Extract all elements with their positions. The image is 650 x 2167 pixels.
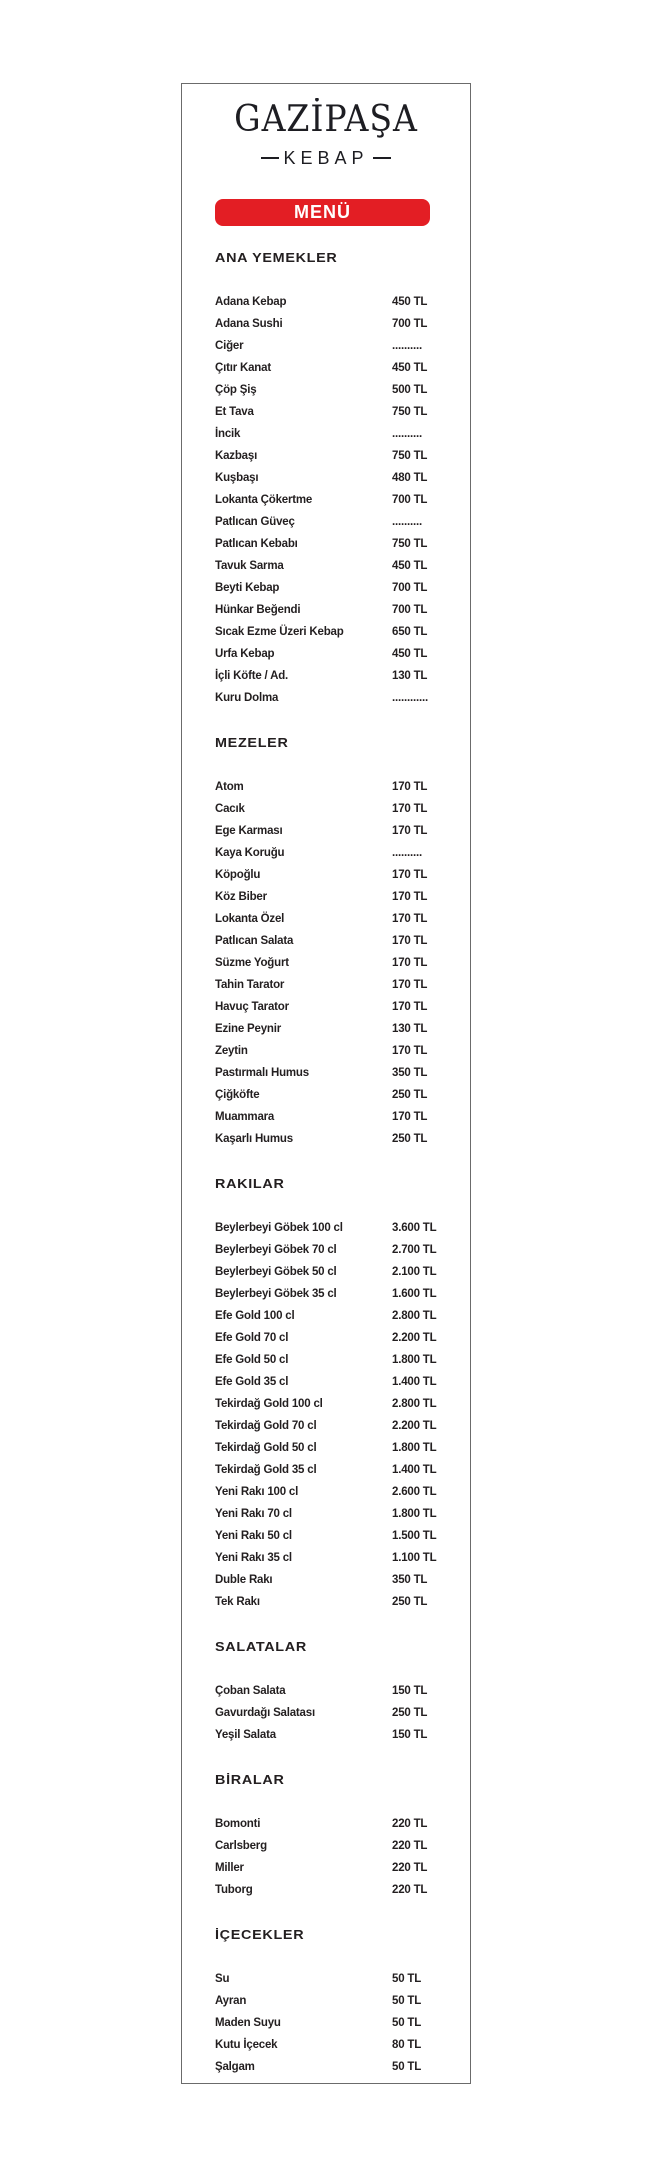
menu-item	[215, 379, 465, 401]
menu-item	[215, 1481, 465, 1503]
item-price: 700 TL	[392, 582, 428, 594]
item-price: 50 TL	[392, 1973, 422, 1985]
section-heading: İÇECEKLER	[215, 1928, 305, 1942]
menu-item	[215, 2012, 465, 2034]
item-name: Su	[215, 1973, 230, 1985]
item-name: Çöp Şiş	[215, 384, 257, 396]
item-price: 130 TL	[392, 1023, 428, 1035]
menu-item	[215, 599, 465, 621]
item-name: Tavuk Sarma	[215, 560, 284, 572]
menu-item	[215, 1702, 465, 1724]
item-price: 130 TL	[392, 670, 428, 682]
menu-item	[215, 952, 465, 974]
menu-item	[215, 1813, 465, 1835]
menu-item	[215, 1591, 465, 1613]
menu-item	[215, 886, 465, 908]
menu-item	[215, 1128, 465, 1150]
item-price: 170 TL	[392, 803, 428, 815]
item-price: 450 TL	[392, 296, 428, 308]
item-name: Kazbaşı	[215, 450, 258, 462]
item-name: Çıtır Kanat	[215, 362, 271, 374]
menu-item	[215, 621, 465, 643]
item-price: ..........	[392, 847, 422, 859]
logo-dash-right	[373, 157, 391, 159]
item-name: Tekirdağ Gold 50 cl	[215, 1442, 317, 1454]
item-price: 250 TL	[392, 1133, 428, 1145]
menu-item	[215, 908, 465, 930]
item-price: 2.600 TL	[392, 1486, 437, 1498]
item-price: 170 TL	[392, 913, 428, 925]
item-price: 1.100 TL	[392, 1552, 437, 1564]
item-price: 1.600 TL	[392, 1288, 437, 1300]
item-name: Şalgam	[215, 2061, 255, 2073]
menu-item	[215, 467, 465, 489]
menu-item	[215, 335, 465, 357]
menu-item	[215, 1018, 465, 1040]
item-name: Çiğköfte	[215, 1089, 260, 1101]
item-price: 700 TL	[392, 318, 428, 330]
item-name: Yeni Rakı 50 cl	[215, 1530, 292, 1542]
item-name: Pastırmalı Humus	[215, 1067, 309, 1079]
item-price: 170 TL	[392, 781, 428, 793]
restaurant-logo	[182, 100, 470, 168]
menu-item	[215, 1879, 465, 1901]
item-price: 170 TL	[392, 891, 428, 903]
item-name: Adana Sushi	[215, 318, 283, 330]
item-name: Köz Biber	[215, 891, 267, 903]
item-name: Adana Kebap	[215, 296, 287, 308]
item-name: Tekirdağ Gold 35 cl	[215, 1464, 317, 1476]
menu-title-banner: MENÜ	[215, 199, 430, 226]
menu-item	[215, 401, 465, 423]
item-price: 1.800 TL	[392, 1508, 437, 1520]
item-name: Gavurdağı Salatası	[215, 1707, 315, 1719]
item-name: Kaşarlı Humus	[215, 1133, 293, 1145]
item-name: Beylerbeyi Göbek 100 cl	[215, 1222, 343, 1234]
menu-section	[215, 1769, 465, 1901]
menu-item	[215, 687, 465, 709]
item-name: Patlıcan Kebabı	[215, 538, 298, 550]
item-price: 170 TL	[392, 1001, 428, 1013]
menu-item	[215, 533, 465, 555]
item-name: Efe Gold 70 cl	[215, 1332, 289, 1344]
item-price: 450 TL	[392, 362, 428, 374]
item-name: Ege Karması	[215, 825, 283, 837]
item-price: 170 TL	[392, 825, 428, 837]
item-price: 3.600 TL	[392, 1222, 437, 1234]
item-price: ............	[392, 692, 428, 704]
item-name: Yeşil Salata	[215, 1729, 276, 1741]
item-price: 350 TL	[392, 1574, 428, 1586]
item-price: 250 TL	[392, 1596, 428, 1608]
menu-item	[215, 2034, 465, 2056]
menu-item	[215, 1305, 465, 1327]
item-name: Tahin Tarator	[215, 979, 285, 991]
menu-item	[215, 577, 465, 599]
menu-item	[215, 445, 465, 467]
item-price: 150 TL	[392, 1685, 428, 1697]
menu-item	[215, 1062, 465, 1084]
menu-item	[215, 1857, 465, 1879]
item-name: Süzme Yoğurt	[215, 957, 289, 969]
item-price: 1.500 TL	[392, 1530, 437, 1542]
menu-section	[215, 247, 465, 709]
item-name: Ciğer	[215, 340, 244, 352]
item-name: Patlıcan Salata	[215, 935, 294, 947]
item-name: Tekirdağ Gold 70 cl	[215, 1420, 317, 1432]
section-heading: ANA YEMEKLER	[215, 251, 338, 265]
item-price: 2.200 TL	[392, 1332, 437, 1344]
item-price: 50 TL	[392, 2017, 422, 2029]
item-name: Sıcak Ezme Üzeri Kebap	[215, 626, 344, 638]
menu-item	[215, 313, 465, 335]
item-name: İçli Köfte / Ad.	[215, 670, 289, 682]
menu-item	[215, 665, 465, 687]
item-price: 700 TL	[392, 494, 428, 506]
item-name: Kuru Dolma	[215, 692, 279, 704]
item-price: 50 TL	[392, 2061, 422, 2073]
item-name: İncik	[215, 428, 241, 440]
section-heading: RAKILAR	[215, 1177, 285, 1191]
item-name: Zeytin	[215, 1045, 248, 1057]
item-price: 250 TL	[392, 1707, 428, 1719]
item-price: 220 TL	[392, 1818, 428, 1830]
section-heading: MEZELER	[215, 736, 289, 750]
item-price: 700 TL	[392, 604, 428, 616]
menu-item	[215, 798, 465, 820]
item-name: Efe Gold 50 cl	[215, 1354, 289, 1366]
item-price: 2.800 TL	[392, 1310, 437, 1322]
logo-name: GAZİPAŞA	[234, 99, 418, 140]
section-heading: SALATALAR	[215, 1640, 307, 1654]
menu-item	[215, 1349, 465, 1371]
menu-item	[215, 291, 465, 313]
item-name: Carlsberg	[215, 1840, 267, 1852]
menu-card	[181, 83, 471, 2084]
menu-item	[215, 2056, 465, 2078]
section-heading: BİRALAR	[215, 1773, 285, 1787]
item-price: 170 TL	[392, 935, 428, 947]
item-name: Kuşbaşı	[215, 472, 259, 484]
item-name: Kutu İçecek	[215, 2039, 278, 2051]
item-name: Urfa Kebap	[215, 648, 275, 660]
item-name: Tekirdağ Gold 100 cl	[215, 1398, 323, 1410]
item-price: 480 TL	[392, 472, 428, 484]
menu-item	[215, 1835, 465, 1857]
menu-item	[215, 930, 465, 952]
menu-section	[215, 1924, 465, 2078]
item-name: Beylerbeyi Göbek 50 cl	[215, 1266, 337, 1278]
item-price: 750 TL	[392, 406, 428, 418]
item-name: Yeni Rakı 70 cl	[215, 1508, 292, 1520]
item-price: ..........	[392, 428, 422, 440]
menu-item	[215, 1459, 465, 1481]
item-price: 2.800 TL	[392, 1398, 437, 1410]
item-price: 1.800 TL	[392, 1442, 437, 1454]
menu-item	[215, 1084, 465, 1106]
item-price: 750 TL	[392, 538, 428, 550]
item-name: Yeni Rakı 35 cl	[215, 1552, 292, 1564]
item-name: Yeni Rakı 100 cl	[215, 1486, 299, 1498]
menu-item	[215, 511, 465, 533]
item-name: Beyti Kebap	[215, 582, 280, 594]
item-price: 170 TL	[392, 1045, 428, 1057]
item-price: 220 TL	[392, 1862, 428, 1874]
item-name: Lokanta Özel	[215, 913, 285, 925]
menu-item	[215, 1437, 465, 1459]
item-name: Miller	[215, 1862, 244, 1874]
menu-item	[215, 1106, 465, 1128]
item-price: ..........	[392, 340, 422, 352]
item-name: Tuborg	[215, 1884, 253, 1896]
item-name: Bomonti	[215, 1818, 261, 1830]
menu-section	[215, 732, 465, 1150]
menu-item	[215, 643, 465, 665]
item-name: Patlıcan Güveç	[215, 516, 295, 528]
item-name: Et Tava	[215, 406, 254, 418]
item-price: 170 TL	[392, 957, 428, 969]
item-name: Ezine Peynir	[215, 1023, 281, 1035]
item-price: 450 TL	[392, 648, 428, 660]
item-name: Beylerbeyi Göbek 35 cl	[215, 1288, 337, 1300]
menu-item	[215, 1371, 465, 1393]
menu-item	[215, 1327, 465, 1349]
item-name: Lokanta Çökertme	[215, 494, 313, 506]
menu-item	[215, 1040, 465, 1062]
menu-item	[215, 1239, 465, 1261]
menu-item	[215, 1724, 465, 1746]
menu-item	[215, 996, 465, 1018]
item-name: Maden Suyu	[215, 2017, 281, 2029]
menu-item	[215, 1503, 465, 1525]
menu-item	[215, 423, 465, 445]
item-name: Köpoğlu	[215, 869, 261, 881]
item-price: 150 TL	[392, 1729, 428, 1741]
item-name: Duble Rakı	[215, 1574, 273, 1586]
item-name: Atom	[215, 781, 244, 793]
menu-item	[215, 974, 465, 996]
item-name: Beylerbeyi Göbek 70 cl	[215, 1244, 337, 1256]
menu-item	[215, 1261, 465, 1283]
item-price: 450 TL	[392, 560, 428, 572]
item-price: 50 TL	[392, 1995, 422, 2007]
item-price: 2.700 TL	[392, 1244, 437, 1256]
menu-item	[215, 1415, 465, 1437]
menu-section	[215, 1173, 465, 1613]
item-price: ..........	[392, 516, 422, 528]
item-name: Ayran	[215, 1995, 247, 2007]
menu-item	[215, 1569, 465, 1591]
item-price: 650 TL	[392, 626, 428, 638]
item-name: Muammara	[215, 1111, 275, 1123]
item-price: 170 TL	[392, 979, 428, 991]
item-name: Kaya Koruğu	[215, 847, 285, 859]
item-price: 2.100 TL	[392, 1266, 437, 1278]
menu-item	[215, 1393, 465, 1415]
menu-item	[215, 357, 465, 379]
item-name: Tek Rakı	[215, 1596, 260, 1608]
item-price: 1.400 TL	[392, 1464, 437, 1476]
menu-section	[215, 1636, 465, 1746]
item-name: Havuç Tarator	[215, 1001, 289, 1013]
menu-item	[215, 820, 465, 842]
item-name: Çoban Salata	[215, 1685, 286, 1697]
item-name: Efe Gold 35 cl	[215, 1376, 289, 1388]
item-price: 350 TL	[392, 1067, 428, 1079]
item-price: 1.400 TL	[392, 1376, 437, 1388]
logo-subtitle-text: KEBAP	[283, 148, 369, 168]
menu-item	[215, 1283, 465, 1305]
menu-item	[215, 842, 465, 864]
item-price: 2.200 TL	[392, 1420, 437, 1432]
item-name: Hünkar Beğendi	[215, 604, 301, 616]
logo-dash-left	[261, 157, 279, 159]
item-price: 80 TL	[392, 2039, 422, 2051]
item-price: 220 TL	[392, 1840, 428, 1852]
menu-item	[215, 1547, 465, 1569]
item-name: Cacık	[215, 803, 245, 815]
item-price: 220 TL	[392, 1884, 428, 1896]
item-price: 1.800 TL	[392, 1354, 437, 1366]
menu-item	[215, 489, 465, 511]
menu-item	[215, 1968, 465, 1990]
menu-item	[215, 864, 465, 886]
menu-item	[215, 1217, 465, 1239]
item-price: 250 TL	[392, 1089, 428, 1101]
item-price: 500 TL	[392, 384, 428, 396]
item-price: 170 TL	[392, 1111, 428, 1123]
item-name: Efe Gold 100 cl	[215, 1310, 295, 1322]
item-price: 170 TL	[392, 869, 428, 881]
menu-item	[215, 1990, 465, 2012]
item-price: 750 TL	[392, 450, 428, 462]
menu-item	[215, 776, 465, 798]
menu-item	[215, 1680, 465, 1702]
menu-item	[215, 555, 465, 577]
menu-sections	[215, 247, 465, 2078]
logo-subtitle	[182, 148, 470, 168]
menu-item	[215, 1525, 465, 1547]
